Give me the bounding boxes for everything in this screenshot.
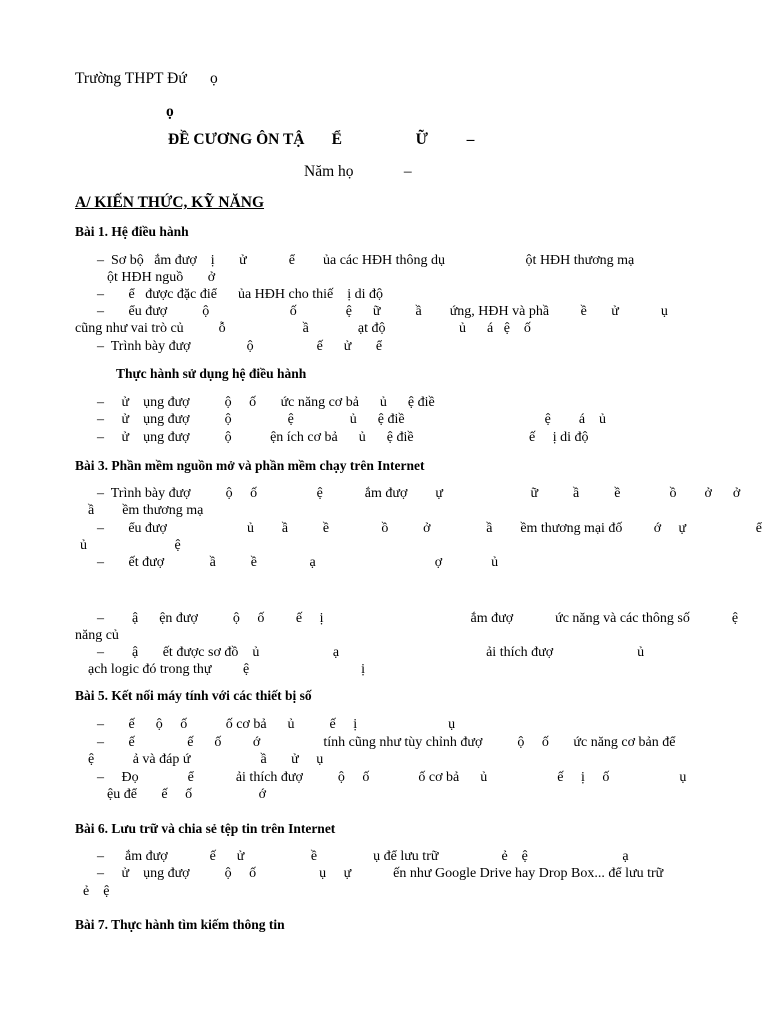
bai1-line: cũng như vai trò củ ỗ ầ ạt độ ủ á ệ ố	[75, 321, 531, 336]
bai5-line: – Đọ ể ải thích đượ ộ ố ố cơ bả ủ ế ị ố ụ	[97, 770, 687, 785]
bai5-line: ệu để ế ố ớ	[107, 787, 267, 802]
bai5-line: ệ ả và đáp ứ ầ ử ụ	[88, 752, 324, 767]
bai3-heading: Bài 3. Phần mềm nguồn mở và phần mềm chạy trên Internet	[75, 458, 425, 473]
thuc-hanh-line: – ử ụng đượ ộ ố ức năng cơ bả ủ ệ điề	[97, 395, 435, 410]
bai1-line: – ể được đặc điể ủa HĐH cho thiế ị di độ	[97, 287, 383, 302]
bai6-heading: Bài 6. Lưu trữ và chia sẻ tệp tin trên Internet	[75, 821, 336, 836]
bai4-line: – ậ ết được sơ đồ ủ ạ ải thích đượ ủ	[97, 645, 645, 660]
bai3-line: ủ ệ	[80, 538, 181, 553]
thuc-hanh-heading: Thực hành sử dụng hệ điều hành	[116, 366, 307, 381]
bai1-line: – ểu đượ ộ ố ệ ữ ầ ứng, HĐH và phầ ề ử ụ	[97, 304, 668, 319]
bai3-line: – Trình bày đượ ộ ố ệ ắm đượ ự ữ ầ ề ồ ở ở	[97, 486, 741, 501]
thuc-hanh-line: – ử ụng đượ ộ ệ ủ ệ điề ệ á ủ	[97, 412, 607, 427]
bai5-heading: Bài 5. Kết nối máy tính với các thiết bị số	[75, 688, 312, 703]
bai3-line: – ết đượ ầ ề ạ ợ ủ	[97, 555, 499, 570]
bai5-line: – ế ộ ố ố cơ bả ủ ế ị ụ	[97, 717, 456, 732]
bai6-line: – ử ụng đượ ộ ố ụ ự ến như Google Drive hay Drop Box... để lưu trữ	[97, 866, 664, 881]
school-name: Trường THPT Đứ ọ	[75, 70, 218, 87]
document-title: ĐỀ CƯƠNG ÔN TẬ Ể Ữ –	[168, 131, 475, 148]
thuc-hanh-line: – ử ụng đượ ộ ện ích cơ bả ủ ệ điề ế ị di độ	[97, 430, 589, 445]
bai4-line: ạch logic đó trong thự ệ ị	[88, 662, 366, 677]
section-a-heading: A/ KIẾN THỨC, KỸ NĂNG	[75, 194, 265, 211]
bai4-line: – ậ ện đượ ộ ố ế ị ắm đượ ức năng và các thông số ệ	[97, 611, 739, 626]
bai5-line: – ế ế ố ớ tính cũng như tùy chỉnh đượ ộ ố ức năng cơ bản để	[97, 735, 676, 750]
bai3-line: – ểu đượ ủ ầ ề ồ ở ầ ềm thương mại đố ớ ự ể	[97, 521, 762, 536]
bai4-line: năng củ	[75, 628, 119, 643]
bai6-line: ẻ ệ	[83, 884, 110, 899]
header-subline: ọ	[166, 103, 174, 120]
bai1-heading: Bài 1. Hệ điều hành	[75, 224, 189, 239]
school-year: Năm họ –	[304, 163, 412, 180]
bai1-line: – Trình bày đượ ộ ế ử ể	[97, 339, 383, 354]
bai1-line: ột HĐH nguồ ở	[107, 270, 216, 285]
bai7-heading: Bài 7. Thực hành tìm kiếm thông tin	[75, 917, 285, 932]
bai6-line: – ắm đượ ế ử ề ụ để lưu trữ ẻ ệ ạ	[97, 849, 629, 864]
bai3-line: ầ ềm thương mạ	[88, 503, 204, 518]
bai1-line: – Sơ bộ ắm đượ ị ử ể ủa các HĐH thông dụ ột HĐH thương mạ	[97, 253, 635, 268]
